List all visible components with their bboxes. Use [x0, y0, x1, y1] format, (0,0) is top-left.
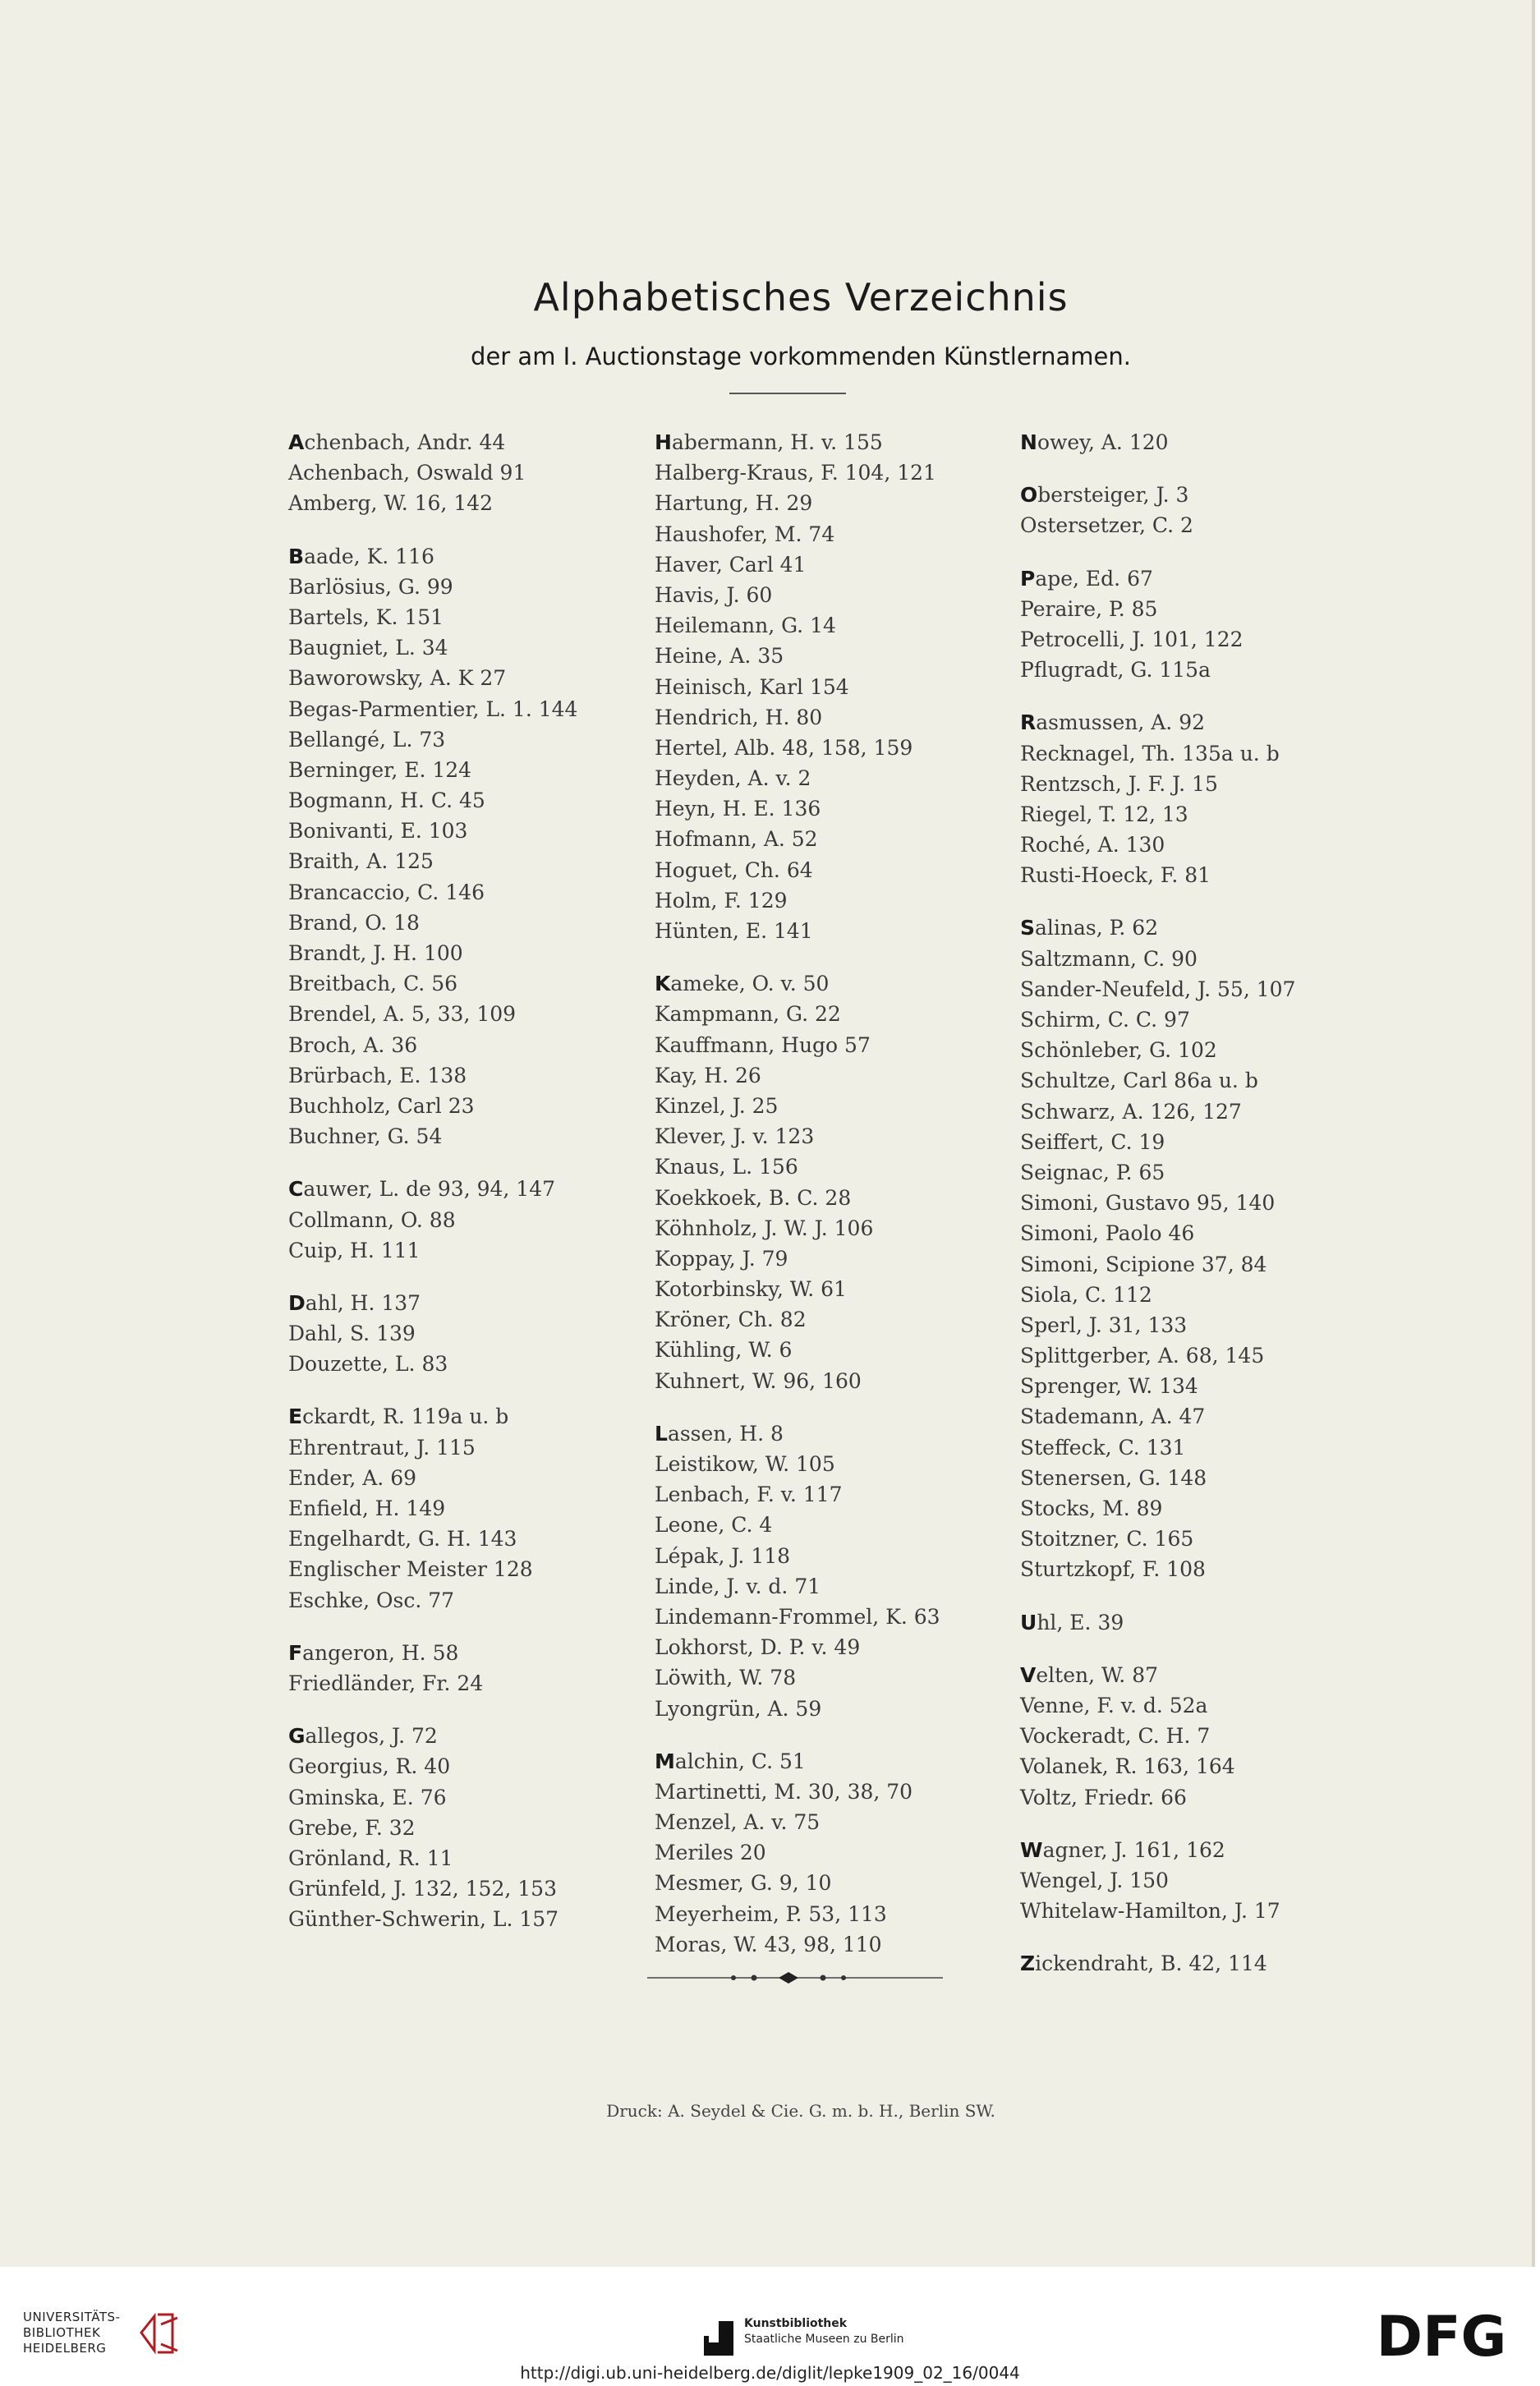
index-entry-text: ahl, H. 137: [305, 1290, 421, 1315]
index-entry: [1020, 1607, 1295, 1638]
index-entry: [655, 1746, 940, 1777]
university-line-2: BIBLIOTHEK: [23, 2325, 101, 2340]
index-entry: Cuip, H. 111: [288, 1238, 421, 1262]
index-entry: Breitbach, C. 56: [288, 972, 458, 996]
index-entry-text: chenbach, Andr. 44: [304, 430, 506, 454]
index-entry: Brancaccio, C. 146: [288, 880, 485, 904]
title-divider: [729, 393, 846, 394]
index-entry-initial: Z: [1020, 1952, 1036, 1976]
index-entry-initial: U: [1020, 1610, 1037, 1634]
index-entry: Engelhardt, G. H. 143: [288, 1527, 517, 1552]
index-entry: Grünfeld, J. 132, 152, 153: [288, 1877, 557, 1901]
index-entry: Sturtzkopf, F. 108: [1020, 1557, 1206, 1582]
index-entry-initial: K: [655, 972, 671, 996]
index-entry: Grönland, R. 11: [288, 1846, 453, 1870]
index-entry-initial: B: [288, 544, 305, 568]
university-line-1: UNIVERSITÄTS-: [23, 2310, 121, 2324]
index-entry: Ender, A. 69: [288, 1465, 417, 1490]
index-entry: Havis, J. 60: [655, 582, 773, 607]
index-entry: Simoni, Paolo 46: [1020, 1221, 1195, 1246]
index-entry: Volanek, R. 163, 164: [1020, 1754, 1235, 1779]
kunstbibliothek-name: Kunstbibliothek: [744, 2317, 848, 2330]
index-entry: Simoni, Scipione 37, 84: [1020, 1252, 1267, 1276]
index-entry: Kuhnert, W. 96, 160: [655, 1368, 862, 1393]
dfg-logo-text: DFG: [1376, 2305, 1507, 2367]
index-entry: Linde, J. v. d. 71: [655, 1574, 821, 1598]
index-entry-text: bersteiger, J. 3: [1037, 483, 1189, 508]
index-entry-text: alinas, P. 62: [1035, 916, 1159, 940]
index-entry-initial: V: [1020, 1662, 1037, 1687]
index-entry: Sander-Neufeld, J. 55, 107: [1020, 977, 1296, 1001]
index-entry: Petrocelli, J. 101, 122: [1020, 627, 1243, 651]
index-entry: Roché, A. 130: [1020, 833, 1165, 857]
index-entry: Stocks, M. 89: [1020, 1496, 1163, 1520]
index-entry: Kröner, Ch. 82: [655, 1308, 807, 1332]
index-entry: Ostersetzer, C. 2: [1020, 513, 1193, 538]
index-entry-initial: W: [1020, 1837, 1043, 1862]
source-url[interactable]: http://digi.ub.uni-heidelberg.de/diglit/lepke1909_02_16/0044: [520, 2363, 1020, 2383]
index-entry: Georgius, R. 40: [288, 1754, 451, 1779]
index-entry: Rusti-Hoeck, F. 81: [1020, 863, 1211, 888]
index-entry: [1020, 1660, 1295, 1690]
index-entry: Haver, Carl 41: [655, 552, 807, 577]
index-entry-text: agner, J. 161, 162: [1042, 1837, 1225, 1862]
index-entry: Knaus, L. 156: [655, 1155, 798, 1179]
index-entry: Broch, A. 36: [288, 1032, 418, 1057]
ornament-divider: [647, 1970, 943, 1986]
index-entry: Voltz, Friedr. 66: [1020, 1785, 1187, 1809]
index-entry: Seignac, P. 65: [1020, 1160, 1165, 1184]
index-entry: Klever, J. v. 123: [655, 1124, 815, 1149]
index-entry: [288, 1638, 577, 1668]
index-entry-text: asmussen, A. 92: [1036, 710, 1206, 735]
index-entry: Kay, H. 26: [655, 1063, 761, 1087]
index-entry: Baworowsky, A. K 27: [288, 666, 507, 691]
index-entry-text: allegos, J. 72: [305, 1724, 438, 1749]
index-entry-initial: D: [288, 1290, 306, 1315]
index-entry: Koekkoek, B. C. 28: [655, 1185, 852, 1210]
index-entry: Stoitzner, C. 165: [1020, 1527, 1194, 1552]
index-entry: Wengel, J. 150: [1020, 1868, 1169, 1892]
index-entry: Pflugradt, G. 115a: [1020, 658, 1211, 683]
index-entry: Hofmann, A. 52: [655, 827, 818, 852]
index-entry-text: hl, E. 39: [1037, 1610, 1124, 1634]
index-entry: Riegel, T. 12, 13: [1020, 802, 1188, 826]
index-entry: Brand, O. 18: [288, 910, 420, 935]
index-entry: Brendel, A. 5, 33, 109: [288, 1002, 517, 1027]
index-entry-initial: S: [1020, 916, 1036, 940]
index-entry-text: ameke, O. v. 50: [670, 972, 830, 996]
index-entry: Lenbach, F. v. 117: [655, 1483, 843, 1507]
index-entry-initial: O: [1020, 483, 1038, 508]
index-entry-initial: L: [655, 1421, 668, 1446]
index-entry: Bellangé, L. 73: [288, 727, 446, 752]
index-entry: Lépak, J. 118: [655, 1543, 791, 1568]
index-entry: Meyerheim, P. 53, 113: [655, 1901, 887, 1926]
index-entry: Heilemann, G. 14: [655, 614, 836, 638]
index-entry: Halberg-Kraus, F. 104, 121: [655, 461, 936, 485]
index-entry: Kotorbinsky, W. 61: [655, 1277, 847, 1302]
index-entry: [288, 541, 577, 572]
index-entry-text: angeron, H. 58: [302, 1640, 459, 1665]
index-entry-initial: N: [1020, 430, 1037, 454]
index-entry: Brürbach, E. 138: [288, 1063, 467, 1087]
index-entry-initial: C: [288, 1177, 304, 1202]
index-entry: Schirm, C. C. 97: [1020, 1008, 1190, 1032]
index-entry-text: assen, H. 8: [667, 1421, 784, 1446]
index-entry: Koppay, J. 79: [655, 1246, 788, 1271]
index-entry: Bartels, K. 151: [288, 605, 444, 629]
dfg-logo-icon: [1363, 2305, 1519, 2367]
index-entry-text: ckardt, R. 119a u. b: [302, 1404, 509, 1429]
index-entry: Schwarz, A. 126, 127: [1020, 1099, 1242, 1124]
index-entry: [288, 1721, 577, 1751]
index-entry: Achenbach, Oswald 91: [288, 461, 526, 485]
index-entry: [288, 1401, 577, 1432]
index-column-1: [288, 427, 577, 1934]
index-column-2: [655, 427, 940, 1960]
index-entry: Baugniet, L. 34: [288, 636, 448, 660]
index-entry: [655, 427, 940, 457]
index-entry: Moras, W. 43, 98, 110: [655, 1932, 882, 1956]
index-entry: Hertel, Alb. 48, 158, 159: [655, 735, 913, 760]
index-entry: Kampmann, G. 22: [655, 1002, 841, 1027]
index-entry: Begas-Parmentier, L. 1. 144: [288, 696, 578, 721]
index-entry: [1020, 427, 1295, 457]
university-line-3: HEIDELBERG: [23, 2341, 107, 2356]
index-entry: Bogmann, H. C. 45: [288, 788, 485, 813]
index-entry: [1020, 480, 1295, 510]
index-entry: Meriles 20: [655, 1841, 766, 1865]
index-entry: Menzel, A. v. 75: [655, 1810, 821, 1835]
index-entry: Kauffmann, Hugo 57: [655, 1032, 871, 1057]
index-entry: Leistikow, W. 105: [655, 1452, 835, 1476]
index-entry: Splittgerber, A. 68, 145: [1020, 1344, 1265, 1368]
index-entry: Amberg, W. 16, 142: [288, 491, 494, 516]
index-entry: Lyongrün, A. 59: [655, 1696, 822, 1721]
index-entry: Ehrentraut, J. 115: [288, 1435, 476, 1460]
index-entry-text: auwer, L. de 93, 94, 147: [303, 1177, 556, 1202]
index-entry: Buchner, G. 54: [288, 1124, 443, 1149]
index-entry-initial: R: [1020, 710, 1037, 735]
index-entry: [288, 427, 577, 457]
index-entry-initial: P: [1020, 566, 1036, 591]
index-entry: Hartung, H. 29: [655, 491, 813, 516]
index-entry: Heinisch, Karl 154: [655, 674, 849, 699]
index-entry: [1020, 707, 1295, 738]
page-subtitle: der am I. Auctionstage vorkommenden Künstlernamen.: [471, 342, 1131, 370]
index-entry: Saltzmann, C. 90: [1020, 946, 1198, 971]
index-entry: Lindemann-Frommel, K. 63: [655, 1604, 940, 1629]
index-entry: [1020, 563, 1295, 594]
index-entry: Braith, A. 125: [288, 849, 434, 874]
index-entry-initial: E: [288, 1404, 303, 1429]
index-entry: Stenersen, G. 148: [1020, 1465, 1207, 1490]
index-entry: Hoguet, Ch. 64: [655, 857, 813, 882]
index-entry: Leone, C. 4: [655, 1513, 773, 1538]
index-entry: Rentzsch, J. F. J. 15: [1020, 771, 1218, 796]
index-entry: [288, 1288, 577, 1318]
index-entry: Friedländer, Fr. 24: [288, 1671, 484, 1695]
index-entry-initial: G: [288, 1724, 306, 1749]
index-entry: [1020, 1835, 1295, 1865]
index-entry: Englischer Meister 128: [288, 1557, 533, 1582]
index-entry: Buchholz, Carl 23: [288, 1093, 475, 1118]
kunstbibliothek-subtitle: Staatliche Museen zu Berlin: [744, 2333, 904, 2346]
index-entry: [655, 968, 940, 999]
index-entry: Holm, F. 129: [655, 888, 788, 913]
index-entry: Dahl, S. 139: [288, 1322, 416, 1346]
index-entry: Enfield, H. 149: [288, 1496, 446, 1520]
index-entry: Günther-Schwerin, L. 157: [288, 1907, 559, 1932]
index-entry: Löwith, W. 78: [655, 1666, 797, 1690]
index-entry: [1020, 913, 1295, 943]
index-entry: Bonivanti, E. 103: [288, 819, 468, 844]
footer-bar: [0, 2267, 1540, 2386]
index-entry: Kühling, W. 6: [655, 1338, 793, 1363]
index-entry: Kinzel, J. 25: [655, 1093, 779, 1118]
index-entry-initial: H: [655, 430, 672, 454]
index-entry: Steffeck, C. 131: [1020, 1435, 1186, 1460]
page-title: Alphabetisches Verzeichnis: [533, 275, 1069, 320]
index-entry: Simoni, Gustavo 95, 140: [1020, 1191, 1276, 1216]
index-entry: Heyden, A. v. 2: [655, 766, 811, 791]
index-entry-text: abermann, H. v. 155: [671, 430, 883, 454]
index-entry-text: aade, K. 116: [304, 544, 434, 568]
index-entry: Berninger, E. 124: [288, 757, 472, 782]
kunstbibliothek-label: [744, 2316, 904, 2347]
index-entry: Hünten, E. 141: [655, 919, 813, 943]
index-entry-initial: M: [655, 1749, 675, 1773]
index-entry: Schönleber, G. 102: [1020, 1038, 1217, 1063]
index-entry-initial: A: [288, 430, 305, 454]
index-entry-text: alchin, C. 51: [674, 1749, 806, 1773]
index-entry: Gminska, E. 76: [288, 1785, 447, 1809]
index-entry: Venne, F. v. d. 52a: [1020, 1693, 1208, 1717]
index-entry: Collmann, O. 88: [288, 1207, 456, 1232]
university-library-name: [23, 2310, 120, 2356]
index-entry: Sprenger, W. 134: [1020, 1374, 1198, 1399]
index-entry: Barlösius, G. 99: [288, 574, 453, 599]
index-entry: Hendrich, H. 80: [655, 705, 823, 729]
index-entry: Grebe, F. 32: [288, 1815, 416, 1840]
index-entry: Stademann, A. 47: [1020, 1404, 1206, 1429]
index-entry: Haushofer, M. 74: [655, 522, 835, 546]
index-entry: Vockeradt, C. H. 7: [1020, 1724, 1211, 1749]
index-entry: Schultze, Carl 86a u. b: [1020, 1069, 1258, 1093]
index-entry: Recknagel, Th. 135a u. b: [1020, 741, 1280, 765]
index-entry: Martinetti, M. 30, 38, 70: [655, 1779, 913, 1804]
index-entry-text: ape, Ed. 67: [1035, 566, 1153, 591]
university-logo-icon: [136, 2308, 182, 2359]
index-entry-initial: F: [288, 1640, 303, 1665]
index-entry-text: elten, W. 87: [1036, 1662, 1159, 1687]
index-entry-text: owey, A. 120: [1037, 430, 1169, 454]
index-entry: Peraire, P. 85: [1020, 596, 1158, 621]
index-entry: Brandt, J. H. 100: [288, 941, 463, 965]
index-entry: Eschke, Osc. 77: [288, 1588, 455, 1612]
index-entry: Heyn, H. E. 136: [655, 797, 821, 821]
index-entry: Lokhorst, D. P. v. 49: [655, 1635, 861, 1660]
index-entry-text: ickendraht, B. 42, 114: [1035, 1952, 1267, 1976]
index-entry: [1020, 1948, 1295, 1979]
index-entry: Sperl, J. 31, 133: [1020, 1313, 1188, 1337]
printer-imprint: Druck: A. Seydel & Cie. G. m. b. H., Berlin SW.: [606, 2101, 995, 2121]
index-entry: [288, 1174, 577, 1204]
index-column-3: [1020, 427, 1295, 1979]
index-entry: Köhnholz, J. W. J. 106: [655, 1216, 874, 1240]
index-entry: Mesmer, G. 9, 10: [655, 1871, 832, 1896]
index-entry: Heine, A. 35: [655, 644, 784, 669]
index-entry: Seiffert, C. 19: [1020, 1129, 1165, 1154]
kunstbibliothek-logo-icon: [701, 2318, 737, 2359]
index-entry: Douzette, L. 83: [288, 1352, 448, 1377]
index-entry: Whitelaw-Hamilton, J. 17: [1020, 1899, 1280, 1924]
index-entry: [655, 1418, 940, 1449]
index-entry: Siola, C. 112: [1020, 1282, 1152, 1307]
